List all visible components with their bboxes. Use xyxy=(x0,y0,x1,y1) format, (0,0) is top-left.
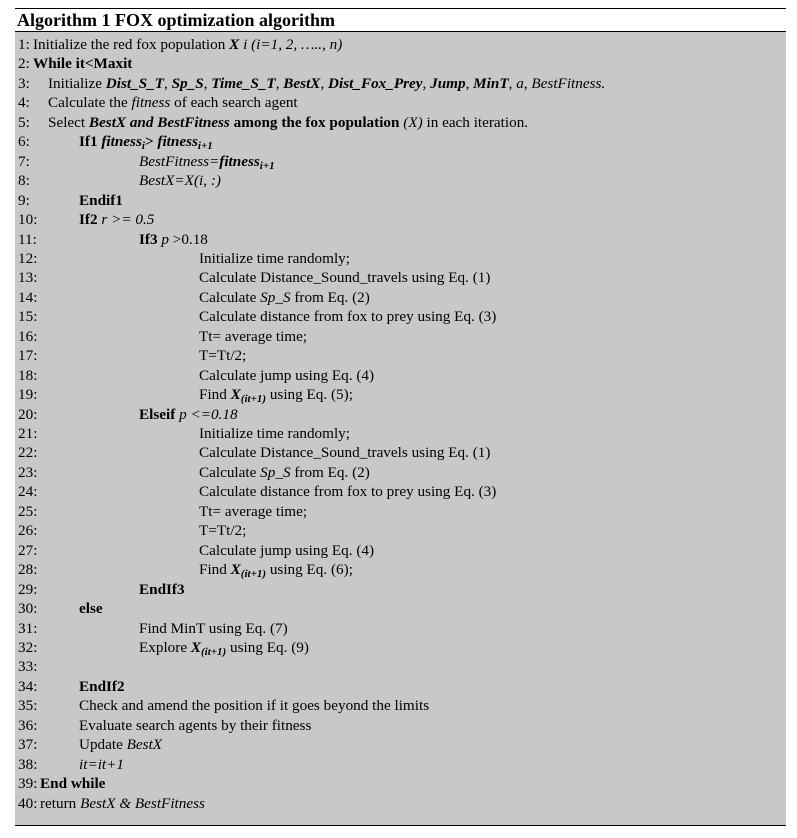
line-number: 21: xyxy=(18,425,38,442)
line-text xyxy=(79,755,124,774)
line-number: 22: xyxy=(18,444,38,462)
text-segment: Check and amend the position if it goes beyond the limits xyxy=(79,697,430,715)
text-segment: BestX=X(i, :) xyxy=(139,172,221,190)
line-number: 16: xyxy=(18,327,38,345)
line-text xyxy=(79,696,429,715)
text-segment: in each iteration. xyxy=(422,113,529,131)
text-segment: Calculate Distance_Sound_travels using Eq. (1) xyxy=(199,269,491,287)
text-segment: >0.18 xyxy=(168,230,208,248)
line-number: 13: xyxy=(18,269,38,287)
text-segment: Initialize time randomly; xyxy=(199,249,350,267)
line-number: 27: xyxy=(18,541,38,559)
line-text xyxy=(139,580,185,599)
line-number: 20: xyxy=(18,405,38,423)
line-text xyxy=(199,541,374,560)
text-segment: Update xyxy=(79,736,127,754)
text-segment: BestX & BestFitness xyxy=(80,794,205,812)
text-segment: Sp_S xyxy=(260,463,291,481)
subscript-segment: i xyxy=(141,140,145,153)
line-text xyxy=(79,599,103,618)
text-segment: BestFitness. xyxy=(531,74,606,92)
line-text xyxy=(48,113,528,132)
text-segment: Calculate the xyxy=(48,94,132,112)
line-number: 38: xyxy=(18,755,38,773)
line-number: 33: xyxy=(18,658,38,676)
text-segment: , xyxy=(422,74,431,92)
text-segment: Calculate distance from fox to prey using Eq. (3) xyxy=(199,483,497,501)
line-number: 4: xyxy=(18,94,30,112)
text-segment: r >= 0.5 xyxy=(101,211,155,229)
text-segment: Elseif xyxy=(139,405,180,423)
algorithm-box xyxy=(15,8,786,830)
line-number: 9: xyxy=(18,191,30,209)
line-number: 18: xyxy=(18,366,38,384)
line-text xyxy=(199,327,307,346)
text-segment: using Eq. (9) xyxy=(226,638,309,656)
text-segment: Calculate jump using Eq. (4) xyxy=(199,366,375,384)
line-number: 12: xyxy=(18,249,38,267)
text-segment: fitness xyxy=(131,94,171,112)
text-segment: End while xyxy=(40,775,106,793)
subscript-segment: (it+1) xyxy=(240,568,267,581)
line-number: 25: xyxy=(18,502,38,520)
text-segment: If1 xyxy=(79,133,102,151)
line-number: 39: xyxy=(18,775,38,793)
text-segment: Dist_S_T xyxy=(105,74,165,92)
subscript-segment: i+1 xyxy=(259,159,275,172)
line-number: 34: xyxy=(18,677,38,695)
text-segment: , xyxy=(164,74,172,92)
line-text xyxy=(199,424,350,443)
text-segment: MinT xyxy=(473,74,509,92)
text-segment: BestX xyxy=(283,74,321,92)
line-number: 30: xyxy=(18,600,38,618)
text-segment: Find xyxy=(199,386,231,404)
line-number: 15: xyxy=(18,308,38,326)
text-segment: EndIf2 xyxy=(79,677,125,695)
text-segment: , xyxy=(320,74,329,92)
text-segment: Explore xyxy=(139,638,191,656)
text-segment: , xyxy=(508,74,517,92)
algorithm-body xyxy=(15,32,786,826)
line-number: 17: xyxy=(18,347,38,365)
line-number: 29: xyxy=(18,580,38,598)
text-segment: else xyxy=(79,600,103,618)
line-text xyxy=(199,502,307,521)
line-text xyxy=(199,268,490,287)
line-text xyxy=(48,74,605,93)
line-text xyxy=(40,774,105,793)
text-segment: , xyxy=(203,74,212,92)
text-segment: from Eq. (2) xyxy=(290,463,370,481)
line-text xyxy=(33,54,132,73)
text-segment: fitness xyxy=(157,133,198,151)
line-number: 2: xyxy=(18,55,30,73)
text-segment: Calculate Distance_Sound_travels using Eq. (1) xyxy=(199,444,491,462)
text-segment: using Eq. (6); xyxy=(266,561,353,579)
text-segment: Time_S_T xyxy=(211,74,276,92)
text-segment: it=it+1 xyxy=(79,755,124,773)
text-segment: Sp_S xyxy=(260,288,291,306)
line-number: 8: xyxy=(18,172,30,190)
line-number: 23: xyxy=(18,463,38,481)
text-segment: T=Tt/2; xyxy=(199,522,247,540)
line-text xyxy=(139,152,275,171)
text-segment: > xyxy=(144,133,158,151)
line-number: 26: xyxy=(18,522,38,540)
text-segment: p <=0.18 xyxy=(179,405,238,423)
text-segment: X xyxy=(190,638,202,656)
text-segment: fitness xyxy=(101,133,142,151)
text-segment: Calculate xyxy=(199,288,261,306)
text-segment: i (i=1, 2, ….., n) xyxy=(239,36,343,53)
line-number: 31: xyxy=(18,619,38,637)
text-segment: Tt= average time; xyxy=(199,327,308,345)
text-segment: fitness xyxy=(219,152,260,170)
line-text xyxy=(199,366,374,385)
text-segment: using Eq. (5); xyxy=(266,386,353,404)
subscript-segment: i+1 xyxy=(197,140,213,153)
line-number: 7: xyxy=(18,152,30,170)
line-text xyxy=(139,619,288,638)
line-text xyxy=(199,463,370,482)
line-text xyxy=(40,794,205,813)
line-text xyxy=(199,288,370,307)
text-segment: Sp_S xyxy=(171,74,204,92)
line-text xyxy=(199,521,246,540)
line-text xyxy=(139,638,309,657)
text-segment: BestX and BestFitness xyxy=(88,113,230,131)
line-number: 5: xyxy=(18,113,30,131)
text-segment: X xyxy=(230,386,241,404)
text-segment: Dist_Fox_Prey xyxy=(328,74,423,92)
algorithm-title: Algorithm 1 FOX optimization algorithm xyxy=(15,8,786,32)
line-number: 11: xyxy=(18,230,37,248)
text-segment: return xyxy=(40,794,81,812)
line-number: 1: xyxy=(18,36,30,53)
text-segment: a xyxy=(516,74,524,92)
text-segment: X xyxy=(230,561,241,579)
text-segment: While it<Maxit xyxy=(33,55,133,73)
text-segment: , xyxy=(465,74,474,92)
text-segment: Initialize xyxy=(48,74,106,92)
text-segment: Endif1 xyxy=(79,191,123,209)
text-segment: , xyxy=(523,74,532,92)
text-segment: Jump xyxy=(430,74,466,92)
text-segment: Select xyxy=(48,113,89,131)
line-number: 32: xyxy=(18,638,38,656)
text-segment: from Eq. (2) xyxy=(290,288,370,306)
subscript-segment: (it+1) xyxy=(240,393,267,406)
line-text xyxy=(48,93,298,112)
line-text xyxy=(199,560,353,579)
line-number: 14: xyxy=(18,288,38,306)
line-number: 19: xyxy=(18,386,38,404)
text-segment: Calculate jump using Eq. (4) xyxy=(199,541,375,559)
line-text xyxy=(139,230,208,249)
line-text xyxy=(199,249,350,268)
line-text xyxy=(79,132,213,151)
line-text xyxy=(79,191,123,210)
line-text xyxy=(139,405,238,424)
line-number: 35: xyxy=(18,697,38,715)
text-segment: Initialize time randomly; xyxy=(199,425,350,442)
subscript-segment: (it+1) xyxy=(201,645,227,658)
text-segment: Calculate xyxy=(199,463,261,481)
line-text xyxy=(79,677,125,696)
text-segment: BestFitness= xyxy=(139,152,220,170)
line-text xyxy=(199,443,490,462)
text-segment: p xyxy=(161,230,169,248)
line-number: 24: xyxy=(18,483,38,501)
line-number: 10: xyxy=(18,211,38,229)
text-segment: (X) xyxy=(403,113,423,131)
line-number: 6: xyxy=(18,133,30,151)
line-number: 3: xyxy=(18,74,30,92)
text-segment: , xyxy=(275,74,284,92)
text-segment: Find xyxy=(199,561,231,579)
line-text xyxy=(139,171,221,190)
line-text xyxy=(79,735,162,754)
text-segment: If2 xyxy=(79,211,102,229)
line-number: 37: xyxy=(18,736,38,754)
line-text xyxy=(199,307,496,326)
line-text xyxy=(199,385,353,404)
line-text xyxy=(79,210,154,229)
text-segment: Tt= average time; xyxy=(199,502,308,520)
text-segment: among the fox population xyxy=(229,113,404,131)
line-number: 36: xyxy=(18,716,38,734)
line-text xyxy=(199,346,246,365)
line-text xyxy=(199,482,496,501)
text-segment: T=Tt/2; xyxy=(199,347,247,365)
text-segment: Initialize the red fox population xyxy=(33,36,230,53)
text-segment: Calculate distance from fox to prey using Eq. (3) xyxy=(199,308,497,326)
text-segment: EndIf3 xyxy=(139,580,185,598)
line-text xyxy=(33,35,342,54)
text-segment: of each search agent xyxy=(170,94,298,112)
text-segment: If3 xyxy=(139,230,162,248)
line-text xyxy=(79,716,311,735)
line-number: 40: xyxy=(18,794,38,812)
line-number: 28: xyxy=(18,561,38,579)
text-segment: Find MinT using Eq. (7) xyxy=(139,619,288,637)
text-segment: BestX xyxy=(126,736,163,754)
text-segment: Evaluate search agents by their fitness xyxy=(79,716,312,734)
text-segment: X xyxy=(229,36,240,53)
